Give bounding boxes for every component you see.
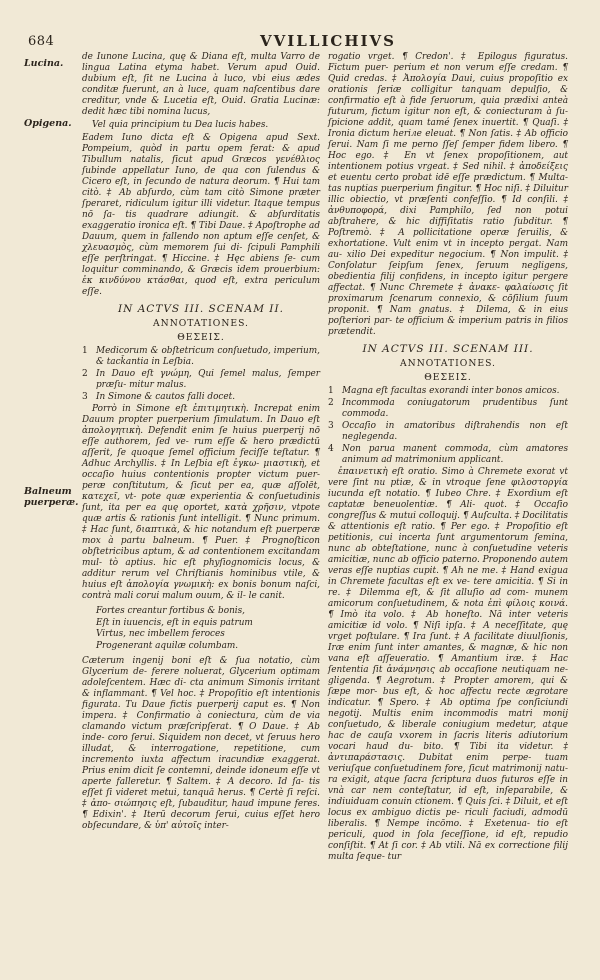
thesis-number: 1 bbox=[82, 346, 88, 356]
margin-note-balneum: Balneum puerperæ. bbox=[24, 486, 79, 508]
thesis-item bbox=[328, 398, 568, 420]
theseis-heading: ΘΕΣΕΙΣ. bbox=[177, 332, 225, 343]
thesis-text: In Dauo eſt γνώμη, Qui ſemel malus, ſemper præſu- mitur malus. bbox=[96, 369, 320, 390]
page-number: 684 bbox=[28, 34, 55, 49]
thesis-item bbox=[82, 369, 320, 391]
thesis-number: 3 bbox=[82, 392, 88, 402]
scene-heading: IN ACTVS III. SCENAM III. bbox=[362, 343, 534, 355]
thesis-item bbox=[82, 392, 320, 403]
thesis-text: Non parua manent commoda, cùm amatores animum ad matrimonium applicant. bbox=[342, 444, 568, 465]
thesis-number: 1 bbox=[328, 386, 334, 396]
verse-line: Progenerant aquilæ columbam. bbox=[96, 640, 239, 651]
thesis-item bbox=[328, 444, 568, 466]
thesis-item bbox=[328, 386, 568, 397]
thesis-text: In Simone & cautos falli docet. bbox=[96, 392, 236, 402]
verse-line: Eſt in iuuencis, eſt in equis patrum bbox=[96, 617, 253, 628]
left-intro-verse: Vel quia principium tu Dea lucis habes. bbox=[92, 120, 269, 130]
verse-block bbox=[96, 606, 320, 652]
thesis-item bbox=[82, 346, 320, 368]
theseis-heading: ΘΕΣΕΙΣ. bbox=[424, 372, 472, 383]
running-head: VVILLICHIVS bbox=[260, 32, 397, 50]
scene-heading: IN ACTVS III. SCENAM II. bbox=[118, 303, 284, 315]
annotations-heading: ANNOTATIONES. bbox=[400, 358, 496, 369]
thesis-text: Magna eſt facultas exorandi inter bonos amicos. bbox=[342, 386, 560, 396]
annotations-heading: ANNOTATIONES. bbox=[153, 318, 249, 329]
left-body-paragraph-2: Cæterum ingenij boni eſt & ſua notatio, cùm Glycerium de- ferere noluerat, Glycerium optimam adoleſcentem. Hæc di- cta animum Simonis irritant & inflammant. ¶ Vel hoc. ‡ Propoſitio eſt intentionis figurata. Tu Daue fictis puerperij caput es. ¶ Non impera. ‡ Confirmatio à coniectura, cùm de via clamando victum præſcripſerat. ¶ O Daue. ‡ Ab inde- coro ſerui. Siquidem non decet, vt ſeruus hero illudat, & interrogatione, repetitione, cum incremento iuxta affectum iracundiæ exaggerat. Prius enim dicit ſe contemni, deinde idoneum eſſe vt aperte falleretur. ¶ Saltem. ‡ A decoro. Id ſa- tis eſſet ſi videret metui, tanquā herus. ¶ Certè ſi reſci. ‡ ἀπο- σιώπησις eſt, ſubauditur, haud impune feres. ¶ Edixin'. ‡ Iterū decorum ſerui, cuius eſſet hero obſecundare, & ὑπ' αὐτοῖς inter- bbox=[82, 656, 320, 831]
left-intro-commentary: Eadem Iuno dicta eſt & Opigena apud Sext. Pompeium, quòd in partu opem ferat: & apud Tibullum natalis, ſicut apud Græcos γενέθλιος ſubinde appellatur Iuno, de qua con ſulendus & Cicero eſt, in ſecundo de natura deorum. ¶ Hui tam citò. ‡ Ab abſurdo, cùm tam citò Simone præter ſperaret, ridiculum igitur illi videtur. Itaque tempus nō ſa- tis quadrare adiungit. & abſurditatis exaggeratio ironica eſt. ¶ Tibi Daue. ‡ Apoſtrophe ad Dauum, quem in fallendo non aptum eſſe cenſet, & χλευασμὸς, cùm memorem ſui di- ſcipuli Pamphili eſſe perſtringat. ¶ Hiccine. ‡ Hęc abiens ſe- cum loquitur comminando, & Græcis idem prouerbium: ἐκ κινδύνου κτάσθαι, quod eſt, extra periculum eſſe. bbox=[82, 133, 320, 297]
margin-note-lucina: Lucina. bbox=[24, 58, 64, 69]
thesis-number: 2 bbox=[328, 398, 334, 408]
verse-line: Fortes creantur fortibus & bonis, bbox=[96, 606, 245, 616]
thesis-number: 2 bbox=[82, 369, 88, 379]
thesis-text: Medicorum & obſtetricum conſuetudo, imperium, & tacǩantia in Leſbia. bbox=[96, 346, 320, 367]
left-column bbox=[82, 52, 320, 834]
left-intro-paragraph: de Iunone Lucina, quę & Diana eſt, multa Varro de lingua Latina etyma habet. Verum apud Ouid. dubium eſt, ſit ne Lucina à luco, vbi eius ædes conditæ fuerunt, an à luce, quam naſcentibus dare creditur, vnde & Lucetia eſt, Ouid. Gratia Lucinæ: dedit hæc tibi nomina lucus, bbox=[82, 52, 320, 117]
thesis-text: Incommoda coniugatorum prudentibus ſunt commoda. bbox=[342, 398, 568, 419]
thesis-number: 3 bbox=[328, 421, 334, 431]
thesis-number: 4 bbox=[328, 444, 334, 454]
right-body-paragraph: rogatio vrget. ¶ Credon'. ‡ Epilogus figuratus. Fictum puer- perium et non verum eſſe credam. ¶ Quid credas. ‡ Ἀπολογία Daui, cuius propoſitio ex orationis ſeriæ colligitur tanquam depulſio, & confirmatio eſt à fide ſeruorum, quia prædixi anteà futurum, fictum igitur non eſt, & coniecturam à ſu- ſpicione addit, quam tamé ſenex inuertit. ¶ Quaſi. ‡ Ironia dictum heriле eleuat. ¶ Non ſatis. ‡ Ab officio ſerui. Nam ſi me perno ſſeſ ſemper fidem libero. ¶ Hoc ego. ‡ En vt ſenex propoſitionem, aut intentionem potius vrgeat. ‡ Sed nihil. ‡ ἀποδείξεις et euentu certo probat idē eſſe prædictum. ¶ Multa- tas nuptias puerperium fingitur. ¶ Hoc niſi. ‡ Diluitur illic obiectio, vt præſenti confeſſio. ¶ Id conſili. ‡ ἀνθυποφορά, dixi Pamphilo, ſed non potui abſtrahere, & hic diffiſitatis ratio ſubditur. ¶ Poſtremò. ‡ A pollicitatione operæ ſeruilis, & exhortatione. Vult enim vt in incepto pergat. Nam au- xilio Dei expeditur negocium. ¶ Non impulit. ‡ Conſolatur ſeipſum ſenex, ſeruum negligens, obedientia filij confidens, in incepto igitur pergere affectat. ¶ Nunc Chremete ‡ ἀνακε- φαλαίωσις ſit proximarum ſcenarum connexio, & cōſilium ſuum proponit. ¶ Nam gnatus. ‡ Dilema, & in eius poſteriori par- te officium & imperium patris in filios prætendit. bbox=[328, 52, 568, 337]
margin-note-opigena: Opigena. bbox=[24, 118, 72, 129]
verse-line: Virtus, nec imbellem feroces bbox=[96, 629, 225, 639]
left-body-paragraph: Porrò in Simone eſt ἐπιτιμητικὴ. Increpat enim Dauum propter puerperium ſimulatum. In Dauo eſt ἀπολογητικὴ. Defendit enim ſe huius puerperij nō eſſe authorem, ſed ve- rum eſſe & hero prædictū aſſerit, ſe quoque ſemel officium feciſſe teſtatur. ¶ Adhuc Archyllis. ‡ In Leſbia eſt ἐγκω- μιαστικὴ, et occaſio huius contentionis propter victum puer- peræ conſtitutum, & ſicut per ea, quæ aſſolēt, κατεχεῖ, vt- pote quæ experientia & conſuetudinis ſunt, ita per ea quę oportet, κατὰ χρῆσιν, vtpote quæ artis & rationis ſunt intelligit. ¶ Nunc primum. ‡ Hac ſunt, διαπτικὰ, & hic notandum eſt puerperæ mox à partu balneum. ¶ Puer. ‡ Prognoſticon obſtetricibus aptum, & ad contentionem excitandam mul- tò aptius. hic eſt phyſiognomicis locus, & additur rerum vel Chriſtianis hominibus vtile, & huius eſt ἀπολογία γνωμικὴ: ex bonis bonum naſci, contrà mali corui malum ouum, & il- le canit. bbox=[82, 404, 320, 601]
thesis-item bbox=[328, 421, 568, 443]
right-column bbox=[328, 52, 568, 865]
thesis-text: Occaſio in amatoribus diſtrahendis non eſt neglegenda. bbox=[342, 421, 568, 442]
right-body-paragraph-2: ἐπαινετικὴ eſt oratio. Simo à Chremete exorat vt vere ſint nu ptiæ, & in vtroque ſene φιλοστοργία iucunda eſt notatio. ¶ Iubeo Chre. ‡ Exordium eſt captatæ beneuolentiæ. ¶ Ali- quot. ‡ Occaſio congreſſus & mutui colloquij. ¶ Auſculta. ‡ Docilitatis & attentionis eſt ratio. ¶ Per ego. ‡ Propoſitio eſt petitionis, cui incerta ſunt argumentorum ſemina, nunc ab obteſtatione, nunc à conſuetudine veteris amicitiæ, nunc ab officio paterno. Proponendo autem veras eſſe nuptias cupit. ¶ Ah ne me. ‡ Hand exigua in Chremete facultas eſt ex ve- tere amicitia. ¶ Si in re. ‡ Dilemma eſt, & ſit alluſio ad com- munem amicorum conſuetudinem, & nota ἐπὶ φίλοις κοινά. ¶ Imò ita volo. ‡ Ab honeſto. Nā inter veteris amicitiæ id volo. ¶ Niſi ipſa. ‡ A neceſſitate, quę vrget poſtulare. ¶ Ira ſunt. ‡ A facilitate diuulſionis, Iræ enim ſunt inter amantes, & magnæ, & hic non vana eſt aſſeueratio. ¶ Amantium iræ. ‡ Hac ſententia ſit ἀνάμνησις ab occaſione neutiquam ne- gligenda. ¶ Aegrotum. ‡ Propter amorem, qui & ſæpe mor- bus eſt, & hoc affectu recte ægrotare indicatur. ¶ Spero. ‡ Ab optima ſpe conſiciundi negotij. Multis enim incommodis matri monij conſuetudo, & liberale coniugium medetur, atque hac de cauſa vxorem in ſacris literis adiutorium vocari haud du- bito. ¶ Tibi ita videtur. ‡ ἀντιπαράστασις. Dubitat enim perpe- tuam veriuſque conſuetudinem fore, ſicut matrimonij natu- ra exigit, atque ſacra ſcriptura duos futuros eſſe in vnà car nem conteſtatur, id eſt, inſeparabile, & indiuiduam conuin ctionem. ¶ Quis ſci. ‡ Diluit, et eſt locus ex ambiguo dictis pe- riculi faciudi, admodū liberalis. ¶ Nempe incōmo. ‡ Exetenua- tio eſt periculi, quod in ſola ſeceſſione, id eſt, repudio conſiſtit. ¶ At ſi cor. ‡ Ab vtili. Nā ex correctione filij multa ſeque- tur bbox=[328, 467, 568, 862]
